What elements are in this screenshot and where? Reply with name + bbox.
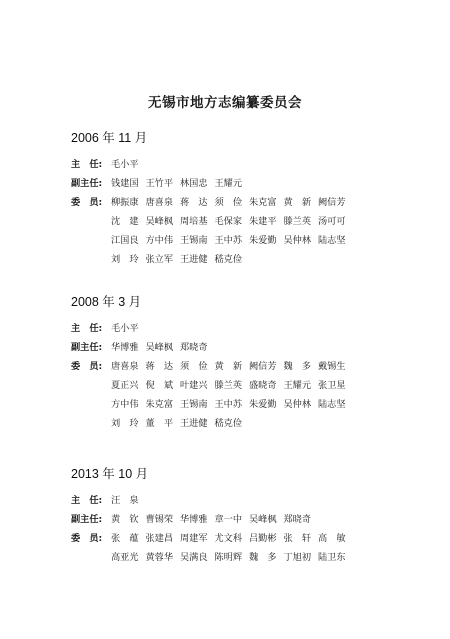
member-name: 王锡南	[180, 399, 208, 410]
member-name: 陆卫东	[318, 552, 346, 563]
member-name: 王竹平	[145, 178, 174, 189]
member-name: 毛小平	[111, 159, 139, 170]
member-name: 张建昌	[145, 533, 174, 544]
member-name: 沈 建	[111, 216, 139, 227]
member-name: 滕兰英	[214, 380, 243, 391]
member-names	[111, 513, 311, 527]
member-name: 华博雅	[180, 514, 208, 525]
member-name: 盛晓奇	[249, 380, 277, 391]
member-name: 柳振康	[111, 197, 139, 208]
member-name: 华博雅	[111, 342, 139, 353]
member-name: 王进健	[180, 418, 208, 429]
role-label: 副主任:	[71, 178, 103, 189]
member-name: 嵇克俭	[214, 418, 243, 429]
member-names	[111, 253, 242, 267]
role-label: 委 员:	[71, 197, 103, 208]
member-name: 蒋 达	[180, 197, 208, 208]
member-name: 郑晓奇	[180, 342, 208, 353]
member-name: 须 俭	[214, 197, 243, 208]
member-name: 倪 斌	[145, 380, 174, 391]
member-name: 朱克富	[249, 197, 277, 208]
member-name: 方中伟	[145, 235, 174, 246]
member-name: 王耀元	[283, 380, 312, 391]
member-name: 张 蕴	[111, 533, 139, 544]
section-date: 2008 年 3 月	[71, 295, 142, 309]
member-name: 高亚光	[111, 552, 139, 563]
member-names	[111, 494, 139, 508]
member-name: 黄 钦	[111, 514, 139, 525]
member-name: 嵇克俭	[214, 254, 243, 265]
member-name: 汤可可	[318, 216, 346, 227]
member-name: 张 轩	[283, 533, 312, 544]
member-name: 刘 玲	[111, 418, 139, 429]
role-label: 副主任:	[71, 514, 103, 525]
member-name: 王进健	[180, 254, 208, 265]
member-name: 叶建兴	[180, 380, 208, 391]
member-name: 吴峰枫	[249, 514, 277, 525]
member-name: 王耀元	[214, 178, 243, 189]
member-names	[111, 196, 346, 210]
member-names	[111, 398, 346, 412]
member-names	[111, 379, 346, 393]
page-title: 无锡市地方志编纂委员会	[148, 95, 302, 111]
member-names	[111, 215, 346, 229]
role-label: 委 员:	[71, 361, 103, 372]
member-name: 汪 泉	[111, 495, 139, 506]
member-name: 陆志坚	[318, 235, 346, 246]
member-name: 魏 多	[249, 552, 277, 563]
member-name: 尤文科	[214, 533, 243, 544]
member-name: 方中伟	[111, 399, 139, 410]
member-name: 郑晓奇	[283, 514, 312, 525]
member-name: 周培基	[180, 216, 208, 227]
role-label: 主 任:	[71, 159, 103, 170]
member-name: 吴峰枫	[145, 342, 174, 353]
section-date: 2013 年 10 月	[71, 467, 149, 481]
member-name: 唐喜泉	[111, 361, 139, 372]
member-names	[111, 360, 346, 374]
member-name: 吴峰枫	[145, 216, 174, 227]
member-name: 丁旭初	[283, 552, 312, 563]
member-name: 唐喜泉	[145, 197, 174, 208]
member-name: 朱爱勤	[249, 399, 277, 410]
member-name: 黄 新	[214, 361, 243, 372]
member-name: 吴仲林	[283, 235, 312, 246]
member-name: 吕勤彬	[249, 533, 277, 544]
member-name: 林国忠	[180, 178, 208, 189]
member-name: 张立军	[145, 254, 174, 265]
member-name: 陆志坚	[318, 399, 346, 410]
section-date: 2006 年 11 月	[71, 131, 148, 145]
member-name: 王中苏	[214, 235, 243, 246]
member-name: 王中苏	[214, 399, 243, 410]
member-name: 陈明辉	[214, 552, 243, 563]
member-names	[111, 417, 242, 431]
member-name: 吴仲林	[283, 399, 312, 410]
member-names	[111, 158, 139, 172]
member-names	[111, 341, 208, 355]
member-name: 张卫星	[318, 380, 346, 391]
member-names	[111, 551, 346, 565]
member-names	[111, 177, 242, 191]
member-name: 夏正兴	[111, 380, 139, 391]
member-name: 曹锡荣	[145, 514, 174, 525]
member-name: 章一中	[214, 514, 243, 525]
member-name: 魏 多	[283, 361, 312, 372]
member-names	[111, 532, 346, 546]
member-name: 朱爱勤	[249, 235, 277, 246]
member-name: 阙信芳	[249, 361, 277, 372]
member-name: 江国良	[111, 235, 139, 246]
member-name: 黄蓉华	[145, 552, 174, 563]
member-name: 黄 新	[283, 197, 312, 208]
member-name: 刘 玲	[111, 254, 139, 265]
member-name: 阙信芳	[318, 197, 346, 208]
role-label: 主 任:	[71, 495, 103, 506]
member-name: 毛小平	[111, 323, 139, 334]
member-names	[111, 234, 346, 248]
member-name: 须 俭	[180, 361, 208, 372]
role-label: 委 员:	[71, 533, 103, 544]
role-label: 主 任:	[71, 323, 103, 334]
member-name: 钱建国	[111, 178, 139, 189]
member-name: 朱建平	[249, 216, 277, 227]
role-label: 副主任:	[71, 342, 103, 353]
member-name: 王锡南	[180, 235, 208, 246]
member-names	[111, 322, 139, 336]
member-name: 朱克富	[145, 399, 174, 410]
member-name: 高 敏	[318, 533, 346, 544]
member-name: 毛保家	[214, 216, 243, 227]
member-name: 董 平	[145, 418, 174, 429]
member-name: 周建军	[180, 533, 208, 544]
member-name: 戴锡生	[318, 361, 346, 372]
member-name: 滕兰英	[283, 216, 312, 227]
member-name: 吴满良	[180, 552, 208, 563]
member-name: 蒋 达	[145, 361, 174, 372]
